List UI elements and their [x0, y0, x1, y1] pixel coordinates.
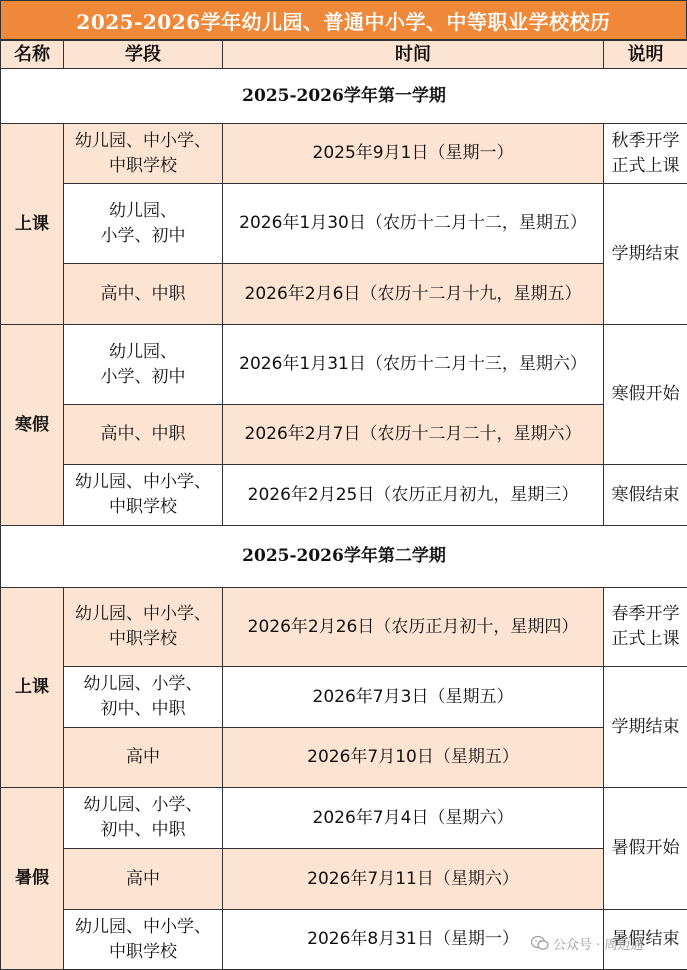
table-row: [1, 325, 687, 405]
semester-1-title: 2025-2026学年第一学期: [1, 69, 687, 124]
page-title: 2025-2026学年幼儿园、普通中小学、中等职业学校校历: [0, 0, 687, 40]
category-class: 上课: [1, 124, 64, 325]
note-cell: 春季开学 正式上课: [604, 588, 687, 667]
time-cell: 2026年7月10日（星期五）: [223, 728, 604, 788]
header-time: 时间: [223, 41, 604, 69]
stage-cell: 高中、中职: [64, 264, 223, 325]
header-name: 名称: [1, 41, 64, 69]
time-cell: 2026年7月4日（星期六）: [223, 788, 604, 849]
note-cell: 暑假开始: [604, 788, 687, 910]
time-cell: 2026年2月25日（农历正月初九，星期三）: [223, 465, 604, 526]
stage-cell: 幼儿园、小学、 初中、中职: [64, 667, 223, 728]
table-row: [1, 465, 687, 526]
stage-cell: 高中: [64, 728, 223, 788]
header-stage: 学段: [64, 41, 223, 69]
header-note: 说明: [604, 41, 687, 69]
category-summer: 暑假: [1, 788, 64, 970]
category-class: 上课: [1, 588, 64, 788]
stage-cell: 幼儿园、小学、 初中、中职: [64, 788, 223, 849]
table-row: [1, 728, 687, 788]
header-row: [1, 41, 687, 69]
table-row: [1, 124, 687, 184]
table-row: [1, 910, 687, 970]
note-cell: 秋季开学 正式上课: [604, 124, 687, 184]
stage-cell: 幼儿园、中小学、 中职学校: [64, 124, 223, 184]
note-cell: 寒假结束: [604, 465, 687, 526]
table-row: [1, 588, 687, 667]
table-row: [1, 184, 687, 264]
table-row: [1, 264, 687, 325]
stage-cell: 幼儿园、中小学、 中职学校: [64, 588, 223, 667]
stage-cell: 幼儿园、中小学、 中职学校: [64, 910, 223, 970]
time-cell: 2026年7月3日（星期五）: [223, 667, 604, 728]
note-cell: 学期结束: [604, 184, 687, 325]
time-cell: 2026年2月7日（农历十二月二十，星期六）: [223, 405, 604, 465]
table-row: [1, 405, 687, 465]
stage-cell: 高中、中职: [64, 405, 223, 465]
watermark-text: 公众号 · 周边通: [553, 934, 643, 953]
time-cell: 2026年8月31日（星期一）: [223, 910, 604, 970]
time-cell: 2026年2月6日（农历十二月十九，星期五）: [223, 264, 604, 325]
time-cell: 2026年1月31日（农历十二月十三，星期六）: [223, 325, 604, 405]
table-row: [1, 788, 687, 849]
note-cell: 暑假结束: [604, 910, 687, 970]
semester-2-title: 2025-2026学年第二学期: [1, 526, 687, 588]
note-cell: 学期结束: [604, 667, 687, 788]
calendar-table: [0, 40, 687, 970]
semester-row: [1, 526, 687, 588]
stage-cell: 幼儿园、 小学、初中: [64, 184, 223, 264]
table-row: [1, 849, 687, 910]
category-winter: 寒假: [1, 325, 64, 526]
time-cell: 2026年7月11日（星期六）: [223, 849, 604, 910]
table-row: [1, 667, 687, 728]
stage-cell: 幼儿园、 小学、初中: [64, 325, 223, 405]
stage-cell: 幼儿园、中小学、 中职学校: [64, 465, 223, 526]
time-cell: 2026年1月30日（农历十二月十二，星期五）: [223, 184, 604, 264]
note-cell: 寒假开始: [604, 325, 687, 465]
time-cell: 2026年2月26日（农历正月初十，星期四）: [223, 588, 604, 667]
semester-row: [1, 69, 687, 124]
stage-cell: 高中: [64, 849, 223, 910]
time-cell: 2025年9月1日（星期一）: [223, 124, 604, 184]
